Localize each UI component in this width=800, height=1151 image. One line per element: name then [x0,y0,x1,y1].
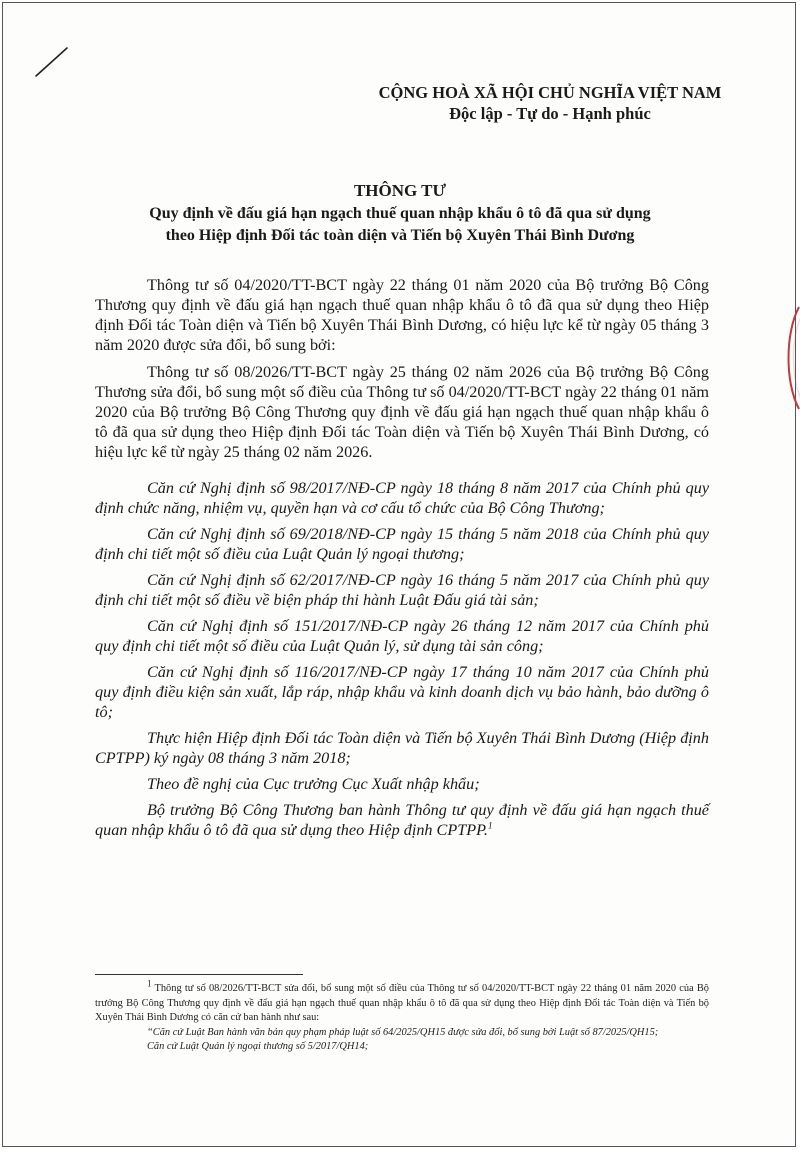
subtitle-line: Quy định về đấu giá hạn ngạch thuế quan nhập khẩu ô tô đã qua sử dụng [149,205,651,222]
subtitle-line: theo Hiệp định Đối tác toàn diện và Tiến bộ Xuyên Thái Bình Dương [165,227,635,244]
intro-paragraph: Thông tư số 04/2020/TT-BCT ngày 22 tháng 01 năm 2020 của Bộ trưởng Bộ Công Thương quy định về đấu giá hạn ngạch thuế quan nhập khẩu ô tô đã qua sử dụng theo Hiệp định Đối tác Toàn diện và Tiến bộ Xuyên Thái Bình Dương, có hiệu lực kể từ ngày 05 tháng 3 năm 2020 được sửa đổi, bổ sung bởi: [95,276,709,354]
legal-basis-paragraph: Căn cứ Nghị định số 62/2017/NĐ-CP ngày 16 tháng 5 năm 2017 của Chính phủ quy định chi tiết một số điều về biện pháp thi hành Luật Đấu giá tài sản; [95,571,709,609]
closing-text: Bộ trưởng Bộ Công Thương ban hành Thông tư quy định về đấu giá hạn ngạch thuế quan nhập khẩu ô tô đã qua sử dụng theo Hiệp định CPTPP. [95,801,709,839]
document-page [2,2,796,1147]
footnote-text [95,978,709,1026]
national-motto: Độc lập - Tự do - Hạnh phúc [449,104,651,123]
closing-paragraph [95,800,709,840]
legal-basis-paragraph: Theo đề nghị của Cục trưởng Cục Xuất nhập khẩu; [147,775,480,793]
pen-stroke-mark [33,45,73,79]
footnote [95,978,709,1055]
footnote-quote: Căn cứ Luật Quản lý ngoại thương số 5/2017/QH14; [147,1041,369,1053]
national-header [365,82,735,124]
legal-basis-paragraph: Thực hiện Hiệp định Đối tác Toàn diện và Tiến bộ Xuyên Thái Bình Dương (Hiệp định CPTPP) ký ngày 08 tháng 3 năm 2018; [95,729,709,767]
legal-basis-paragraph: Căn cứ Nghị định số 69/2018/NĐ-CP ngày 15 tháng 5 năm 2018 của Chính phủ quy định chi tiết một số điều của Luật Quản lý ngoại thương; [95,525,709,563]
amendment-paragraph: Thông tư số 08/2026/TT-BCT ngày 25 tháng 02 năm 2026 của Bộ trưởng Bộ Công Thương sửa đổi, bổ sung một số điều của Thông tư số 04/2020/TT-BCT ngày 22 tháng 01 năm 2020 của Bộ trưởng Bộ Công Thương quy định về đấu giá hạn ngạch thuế quan nhập khẩu ô tô đã qua sử dụng theo Hiệp định Đối tác Toàn diện và Tiến bộ Xuyên Thái Bình Dương, có hiệu lực kể từ ngày 25 tháng 02 năm 2026. [95,363,709,461]
footnote-reference[interactable]: 1 [487,820,493,831]
footnote-quote: “Căn cứ Luật Ban hành văn bản quy phạm pháp luật số 64/2025/QH15 được sửa đổi, bổ sung bởi Luật số 87/2025/QH15; [147,1026,659,1038]
republic-name: CỘNG HOÀ XÃ HỘI CHỦ NGHĨA VIỆT NAM [378,83,722,102]
red-stamp-edge [781,303,800,413]
document-body [95,275,709,846]
legal-basis-paragraph: Căn cứ Nghị định số 98/2017/NĐ-CP ngày 18 tháng 8 năm 2017 của Chính phủ quy định chức năng, nhiệm vụ, quyền hạn và cơ cấu tổ chức của Bộ Công Thương; [95,479,709,517]
document-title: THÔNG TƯ [353,181,447,200]
footnote-body: Thông tư số 08/2026/TT-BCT sửa đổi, bổ sung một số điều của Thông tư số 04/2020/TT-BCT ngày 22 tháng 01 năm 2020 của Bộ trưởng Bộ Công Thương quy định về đấu giá hạn ngạch thuế quan nhập khẩu ô tô đã qua sử dụng theo Hiệp định Đối tác Toàn diện và Tiến bộ Xuyên Thái Bình Dương có căn cứ ban hành như sau: [95,983,709,1024]
footnote-marker: 1 [147,978,152,989]
document-subtitle [63,203,737,247]
legal-basis-paragraph: Căn cứ Nghị định số 151/2017/NĐ-CP ngày 26 tháng 12 năm 2017 của Chính phủ quy định chi tiết một số điều của Luật Quản lý, sử dụng tài sản công; [95,617,709,655]
footnote-separator [95,974,303,975]
legal-basis-paragraph: Căn cứ Nghị định số 116/2017/NĐ-CP ngày 17 tháng 10 năm 2017 của Chính phủ quy định điều kiện sản xuất, lắp ráp, nhập khẩu và kinh doanh dịch vụ bảo hành, bảo dưỡng ô tô; [95,663,709,721]
